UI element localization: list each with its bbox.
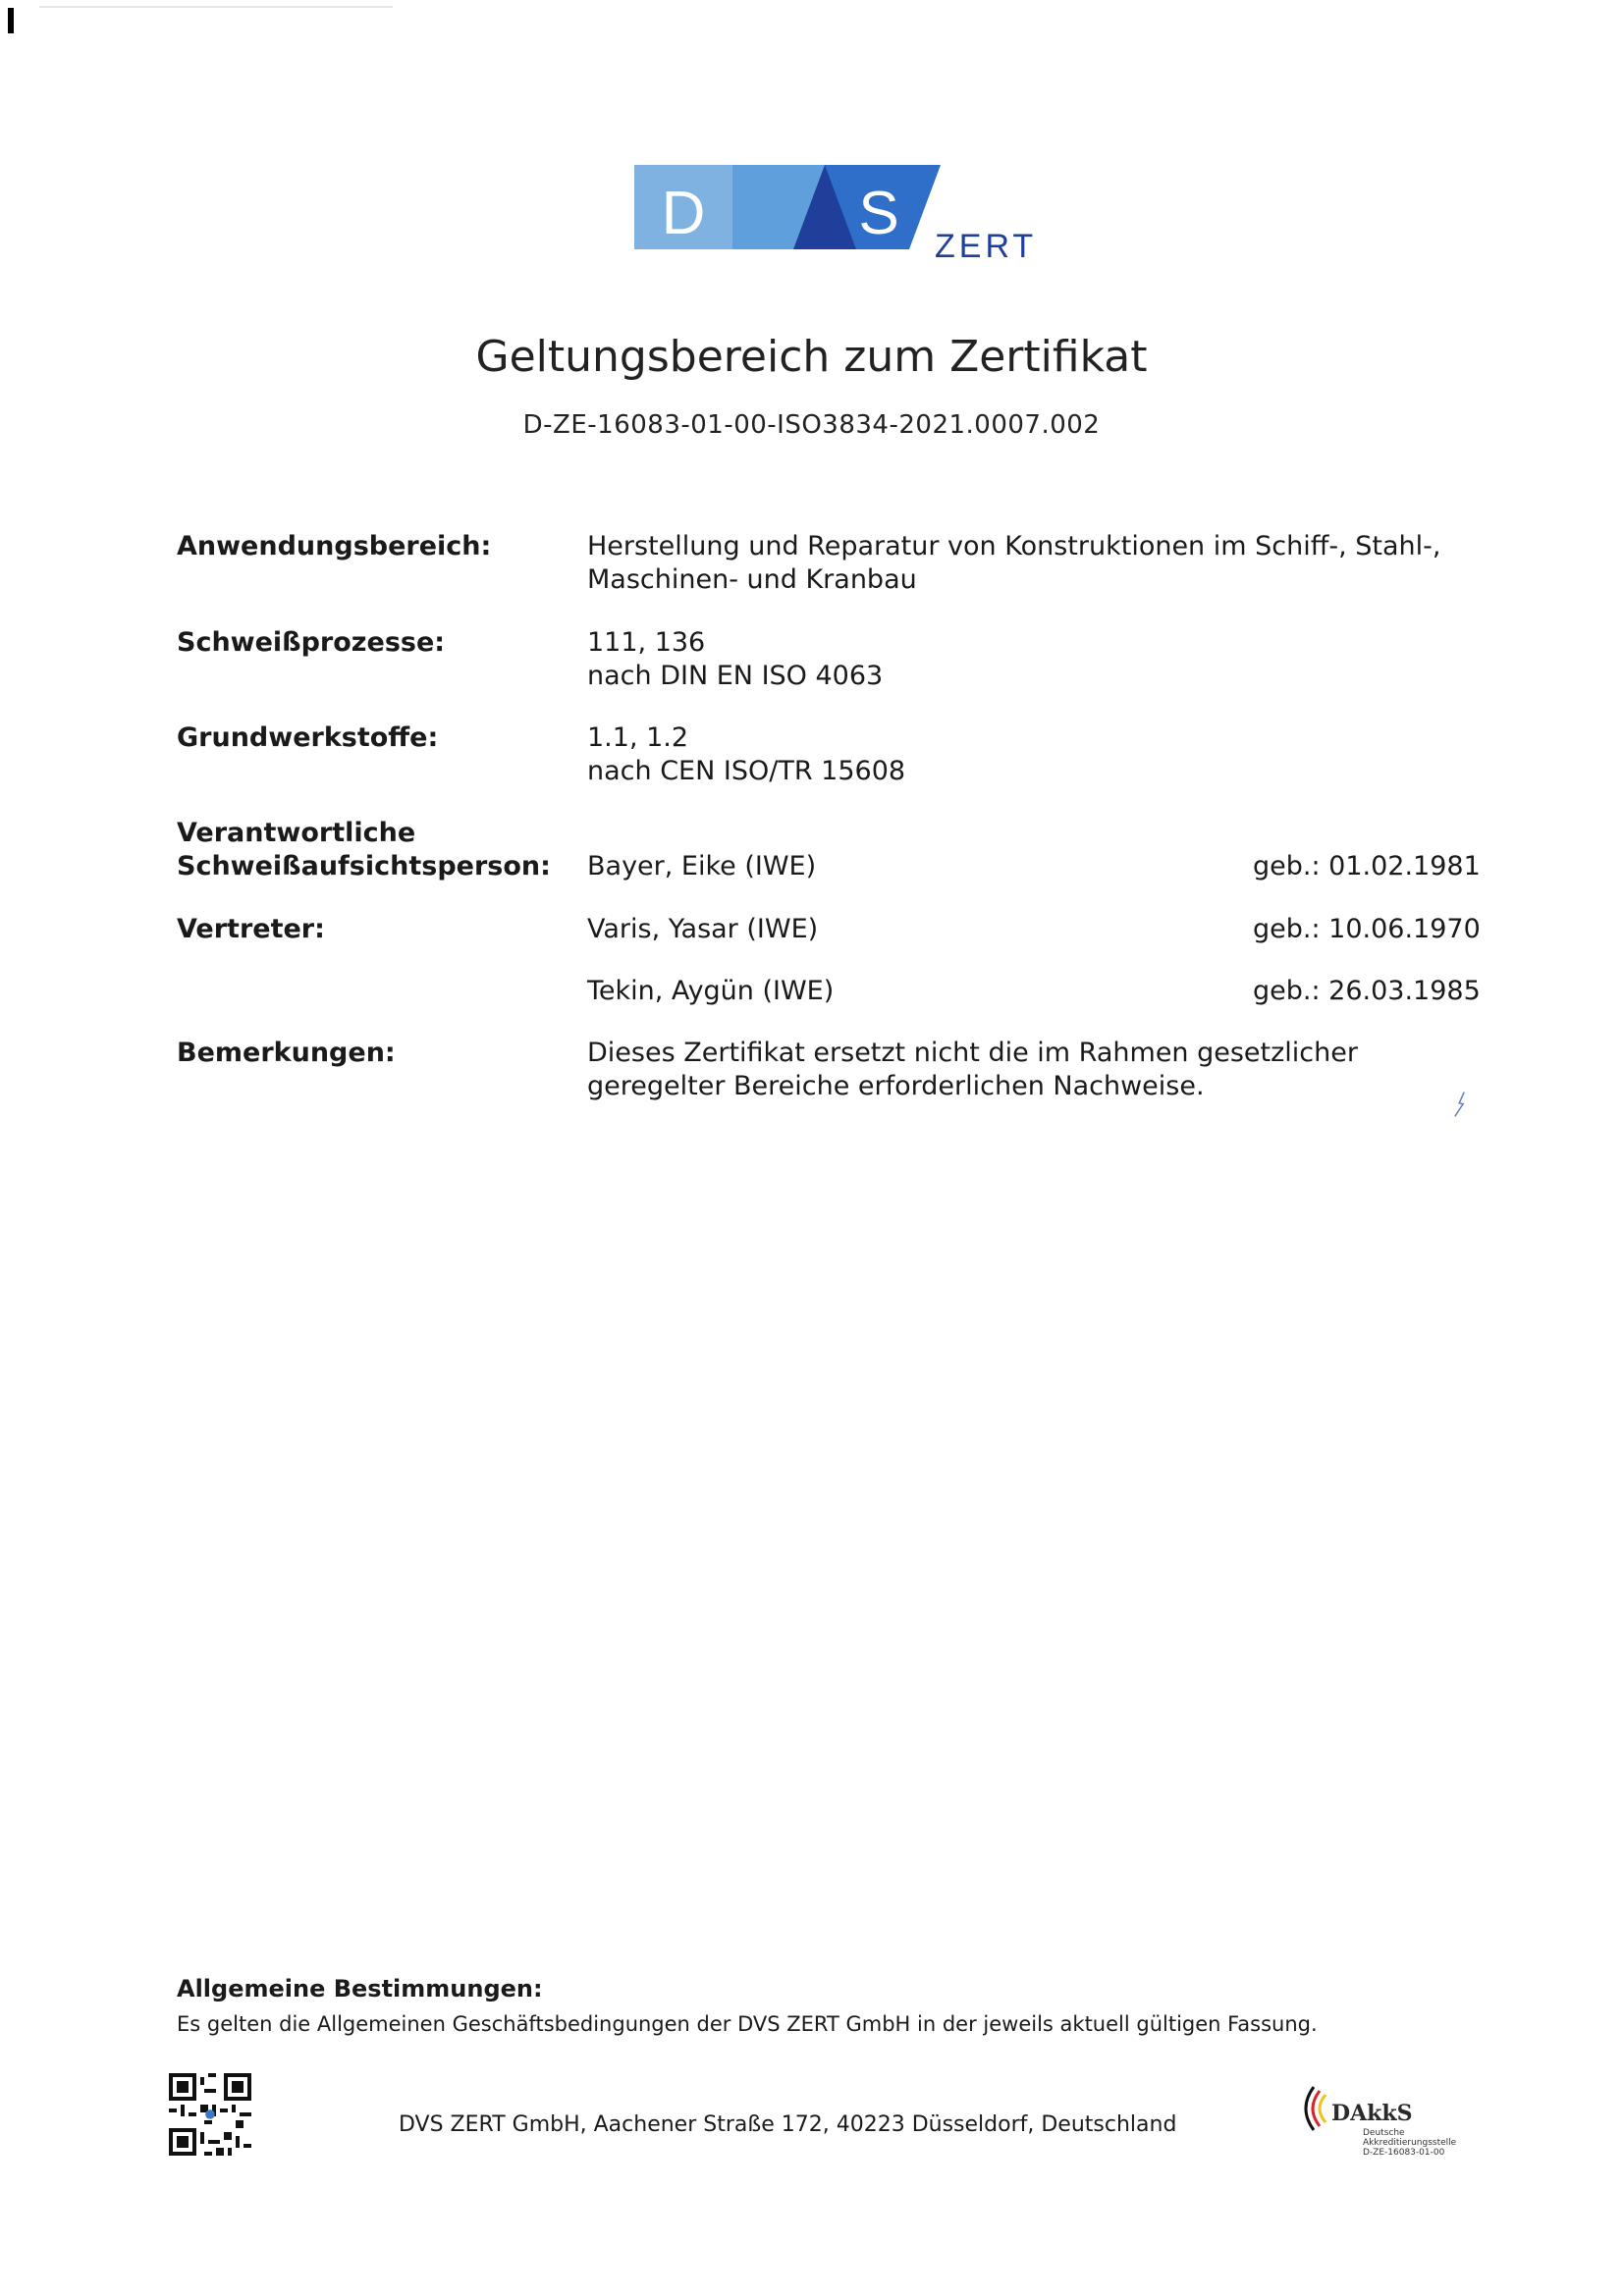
supervisor-label-line2: Schweißaufsichtsperson: (177, 851, 551, 881)
deputy-name: Varis, Yasar (IWE) (587, 914, 819, 944)
deputies-label: Vertreter: (177, 914, 325, 944)
pen-mark-icon (1451, 1089, 1470, 1120)
logo-letter-d: D (661, 180, 706, 247)
deputy-name: Tekin, Aygün (IWE) (587, 976, 835, 1006)
certificate-number: D-ZE-16083-01-00-ISO3834-2021.0007.002 (522, 410, 1101, 440)
dakks-line2: Akkreditierungsstelle (1363, 2138, 1457, 2148)
dakks-mark (1294, 2081, 1481, 2169)
application-value-line1: Herstellung und Reparatur von Konstruktionen im Schiff-, Stahl-, (587, 531, 1441, 561)
remarks-value-line1: Dieses Zertifikat ersetzt nicht die im Rahmen gesetzlicher (587, 1038, 1358, 1068)
materials-value-line2: nach CEN ISO/TR 15608 (587, 756, 906, 786)
application-label: Anwendungsbereich: (177, 531, 492, 561)
materials-value-line1: 1.1, 1.2 (587, 722, 689, 753)
footer-address: DVS ZERT GmbH, Aachener Straße 172, 40223 Düsseldorf, Deutschland (399, 2112, 1177, 2137)
scan-top-line (39, 6, 393, 8)
supervisor-name: Bayer, Eike (IWE) (587, 851, 817, 881)
remarks-label: Bemerkungen: (177, 1038, 396, 1068)
processes-value-line2: nach DIN EN ISO 4063 (587, 661, 884, 691)
processes-label: Schweißprozesse: (177, 627, 446, 658)
application-value-line2: Maschinen- und Kranbau (587, 564, 917, 595)
deputy-dob: geb.: 10.06.1970 (1253, 914, 1481, 944)
dakks-line1: Deutsche (1363, 2128, 1405, 2138)
supervisor-dob: geb.: 01.02.1981 (1253, 851, 1481, 881)
qr-code-icon (169, 2073, 251, 2156)
general-terms-heading: Allgemeine Bestimmungen: (177, 1975, 543, 2002)
dakks-arc-icon (1294, 2083, 1335, 2134)
logo-letter-s: S (858, 180, 899, 247)
deputy-dob: geb.: 26.03.1985 (1253, 976, 1481, 1006)
processes-value-line1: 111, 136 (587, 627, 706, 658)
dakks-title: DAkkS (1331, 2101, 1413, 2126)
general-terms-text: Es gelten die Allgemeinen Geschäftsbedingungen der DVS ZERT GmbH in der jeweils aktuell gültigen Fassung. (177, 2012, 1318, 2036)
scan-edge-mark (8, 8, 14, 33)
dakks-line3: D-ZE-16083-01-00 (1363, 2148, 1445, 2158)
dvs-zert-logo (628, 159, 1060, 267)
page-title: Geltungsbereich zum Zertifikat (475, 332, 1148, 382)
materials-label: Grundwerkstoffe: (177, 722, 439, 753)
logo-suffix: ZERT (935, 228, 1038, 265)
remarks-value-line2: geregelter Bereiche erforderlichen Nachweise. (587, 1071, 1205, 1101)
supervisor-label-line1: Verantwortliche (177, 818, 416, 848)
